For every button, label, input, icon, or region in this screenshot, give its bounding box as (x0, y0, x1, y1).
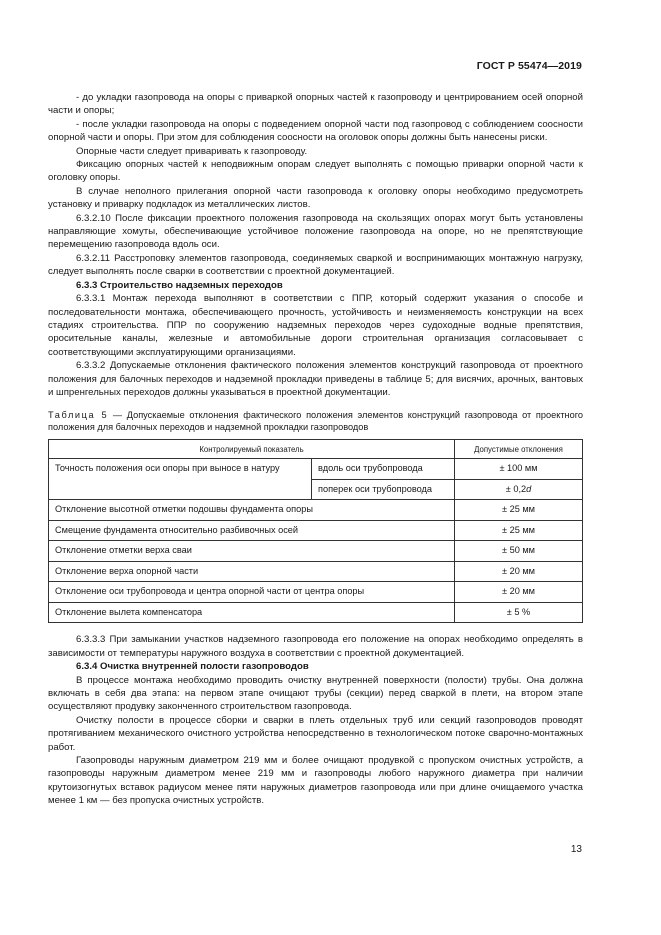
paragraph: 6.3.2.10 После фиксации проектного положения газопровода на скользящих опорах могут быть установлены направляющие хомуты, обеспечивающие устойчивое положение газопровода на опоре, но не препятствующие перемещению газопровода вдоль оси. (48, 212, 583, 251)
table-cell-value: ± 20 мм (455, 582, 583, 603)
value-variable: d (526, 483, 532, 494)
table-cell-indicator: Точность положения оси опоры при выносе в натуру (49, 459, 312, 500)
paragraph: Газопроводы наружным диаметром 219 мм и более очищают продувкой с пропуском очистных устройств, а газопроводы наружным диаметром менее 219 мм и газопроводы любого наружного диаметра при наличии крутоизогнутых вставок радиусом менее пяти наружных диаметров газопровода или при длине очищаемого участка менее 1 км — без пропуска очистных устройств. (48, 755, 583, 807)
table-cell-indicator: Отклонение отметки верха сваи (49, 541, 455, 562)
table-caption-label: Таблица 5 (48, 410, 109, 421)
table-row (49, 561, 583, 582)
table-row (49, 520, 583, 541)
table-cell-indicator: Отклонение оси трубопровода и центра опорной части от центра опоры (49, 582, 455, 603)
table-cell-indicator: Отклонение высотной отметки подошвы фундамента опоры (49, 500, 455, 521)
paragraph: - после укладки газопровода на опоры с подведением опорной части под газопровод с соблюдением соосности опорной части и опоры. При этом для соблюдения соосности на оголовок опоры должны быть нанесены риски. (48, 118, 583, 144)
column-header-indicator: Контролируемый показатель (49, 440, 455, 459)
table-cell-subindicator: вдоль оси трубопровода (312, 459, 455, 480)
paragraph: 6.3.2.11 Расстроповку элементов газопровода, соединяемых сваркой и воспринимающих монтажную нагрузку, следует выполнять после сварки в соответствии с проектной документацией. (48, 252, 583, 278)
table-caption-text: — Допускаемые отклонения фактического положения элементов конструкций газопровода от проектного положения для балочных переходов и надземной прокладки газопроводов (48, 410, 583, 433)
table-cell-indicator: Отклонение верха опорной части (49, 561, 455, 582)
paragraph: В процессе монтажа необходимо проводить очистку внутренней поверхности (полости) трубы. Она должна включать в себя два этапа: на первом этапе очищают трубы (секции) перед сваркой в плети, на втором этапе осуществляют продувку законченного строительством газопровода. (48, 674, 583, 713)
table-cell-value: ± 25 мм (455, 500, 583, 521)
table-5 (48, 439, 583, 623)
paragraphs-6-3-4 (48, 674, 583, 808)
paragraphs-after-table (48, 633, 583, 660)
table-cell-value: ± 100 мм (455, 459, 583, 480)
paragraph: В случае неполного прилегания опорной части газопровода к оголовку опоры необходимо предусмотреть установку и приварку подкладок из металлических листов. (48, 185, 583, 211)
table-cell-value: ± 5 % (455, 602, 583, 623)
table-cell-value: ± 25 мм (455, 520, 583, 541)
page-content (48, 91, 583, 808)
column-header-deviation: Допустимые отклонения (455, 440, 583, 459)
paragraph: 6.3.3.1 Монтаж перехода выполняют в соответствии с ППР, который содержит указания о способе и последовательности монтажа, обеспечивающего прочность, устойчивость и неизменяемость конструкции на всех стадиях строительства. ППР по сооружению надземных переходов через судоходные водные препятствия, оросительные каналы, железные и автомобильные дороги строительная организация согласовывает с соответствующими эксплуатирующими организациями. (48, 293, 583, 358)
table-cell-indicator: Отклонение вылета компенсатора (49, 602, 455, 623)
table-cell-value: ± 50 мм (455, 541, 583, 562)
paragraph: 6.3.3.2 Допускаемые отклонения фактического положения элементов конструкций газопровода от проектного положения для балочных переходов и надземной прокладки приведены в таблице 5; для висячих, арочных, вантовых и шпренгельных переходов должны указываться в проектной документации. (48, 360, 583, 398)
value-prefix: ± 0,2 (505, 483, 527, 494)
table-row (49, 541, 583, 562)
table-cell-value (455, 479, 583, 500)
table-row (49, 602, 583, 623)
table-cell-subindicator: поперек оси трубопровода (312, 479, 455, 500)
table-cell-indicator: Смещение фундамента относительно разбивочных осей (49, 520, 455, 541)
paragraph: 6.3.3.3 При замыкании участков надземного газопровода его положение на опорах необходимо определять в зависимости от температуры наружного воздуха в соответствии с проектной документацией. (48, 634, 583, 659)
paragraph: - до укладки газопровода на опоры с приваркой опорных частей к газопроводу и центрированием осей опорной части и опоры; (48, 92, 583, 117)
paragraphs-top (48, 91, 583, 279)
paragraph: Опорные части следует приваривать к газопроводу. (76, 145, 308, 157)
paragraph: Очистку полости в процессе сборки и сварки в плеть отдельных труб или секций газопроводов проводят протягиванием механического очистного устройства непосредственно в технологическом потоке сварочно-монтажных работ. (48, 714, 583, 753)
paragraphs-6-3-3 (48, 292, 583, 399)
table-cell-value: ± 20 мм (455, 561, 583, 582)
page-number: 13 (570, 844, 582, 855)
section-heading-6-3-4: 6.3.4 Очистка внутренней полости газопроводов (76, 661, 309, 673)
table-row (49, 500, 583, 521)
table-caption (48, 409, 583, 433)
section-heading-6-3-3: 6.3.3 Строительство надземных переходов (76, 279, 283, 291)
table-row (49, 582, 583, 603)
table-header-row (49, 440, 583, 459)
paragraph: Фиксацию опорных частей к неподвижным опорам следует выполнять с помощью приварки опорной части к оголовку опоры. (48, 159, 583, 184)
document-code: ГОСТ Р 55474—2019 (476, 60, 582, 72)
table-row (49, 459, 583, 480)
